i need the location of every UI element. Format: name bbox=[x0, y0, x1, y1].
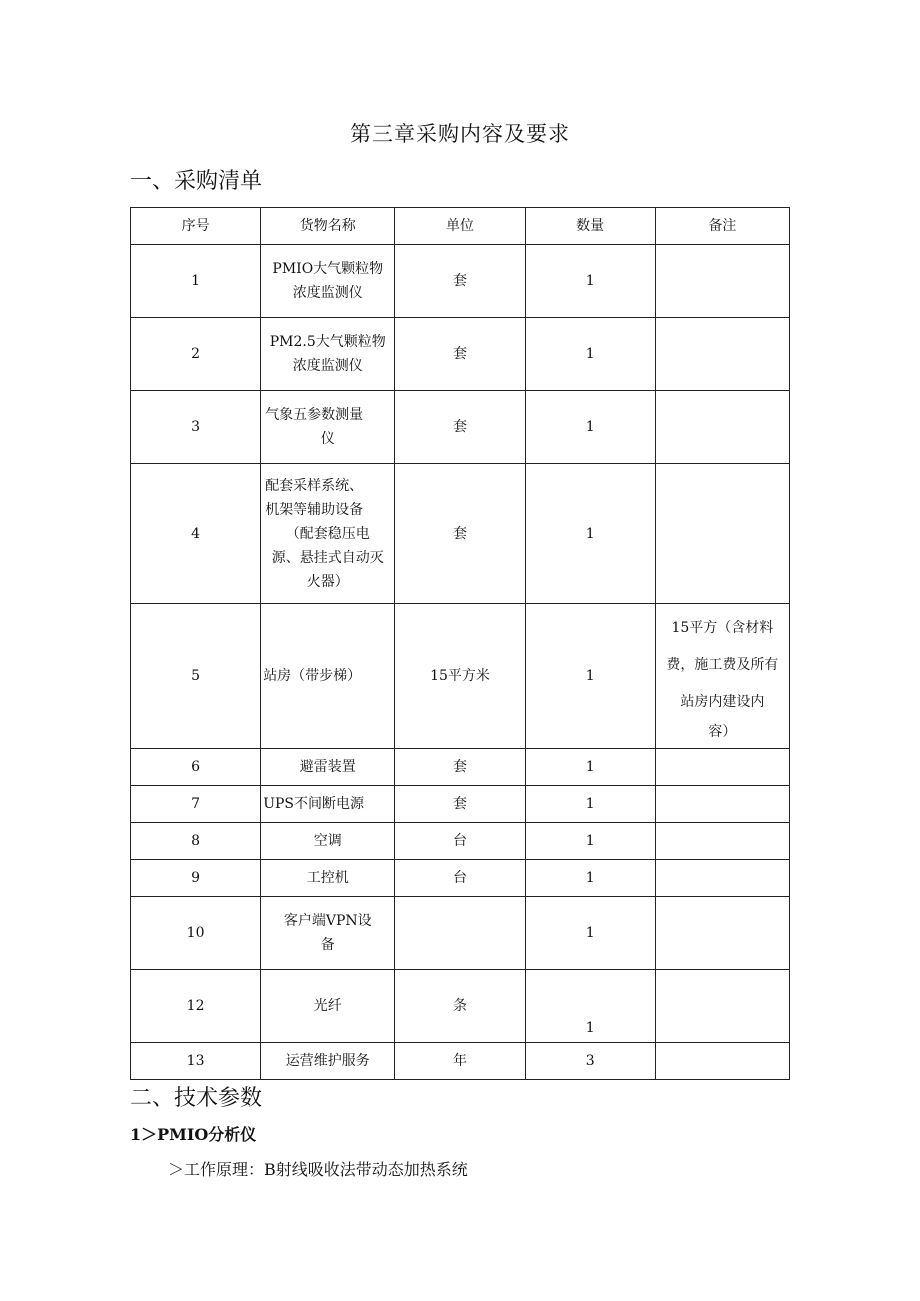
section-heading-technical-params: 二、技术参数 bbox=[130, 1086, 263, 1111]
cell-note bbox=[655, 464, 789, 604]
cell-note-line: 站房内建设内 bbox=[680, 693, 765, 710]
cell-note-line: 容） bbox=[708, 723, 737, 740]
header-cell-no: 序号 bbox=[131, 208, 261, 245]
cell-unit: 套 bbox=[395, 464, 525, 604]
cell-qty: 1 bbox=[525, 786, 655, 823]
cell-note bbox=[655, 1043, 789, 1080]
table-row bbox=[131, 897, 790, 970]
cell-name-line: 浓度监测仪 bbox=[292, 358, 363, 374]
cell-no: 3 bbox=[131, 391, 261, 464]
cell-name bbox=[261, 318, 395, 391]
cell-no: 4 bbox=[131, 464, 261, 604]
cell-no: 10 bbox=[131, 897, 261, 970]
cell-unit: 年 bbox=[395, 1043, 525, 1080]
cell-unit: 套 bbox=[395, 318, 525, 391]
cell-name-line: （配套稳压电 bbox=[285, 525, 370, 542]
cell-unit: 台 bbox=[395, 823, 525, 860]
cell-name-line: PMIO大气颗粒物 bbox=[272, 261, 384, 277]
cell-note bbox=[655, 245, 789, 318]
cell-qty: 1 bbox=[525, 970, 655, 1043]
cell-qty: 1 bbox=[525, 464, 655, 604]
procurement-table bbox=[130, 207, 790, 1080]
cell-unit: 条 bbox=[395, 970, 525, 1043]
table-row bbox=[131, 823, 790, 860]
cell-unit: 套 bbox=[395, 786, 525, 823]
cell-name-line: 火器） bbox=[306, 573, 349, 590]
cell-note bbox=[655, 786, 789, 823]
cell-unit bbox=[395, 897, 525, 970]
cell-name bbox=[261, 604, 395, 749]
table-row bbox=[131, 749, 790, 786]
cell-name: 光纤 bbox=[261, 970, 395, 1043]
cell-note bbox=[655, 860, 789, 897]
cell-note bbox=[655, 318, 789, 391]
cell-unit: 台 bbox=[395, 860, 525, 897]
header-cell-qty: 数量 bbox=[525, 208, 655, 245]
cell-no: 8 bbox=[131, 823, 261, 860]
cell-no: 5 bbox=[131, 604, 261, 749]
cell-no: 9 bbox=[131, 860, 261, 897]
cell-name: 空调 bbox=[261, 823, 395, 860]
cell-name bbox=[261, 245, 395, 318]
cell-note bbox=[655, 970, 789, 1043]
cell-qty: 3 bbox=[525, 1043, 655, 1080]
cell-note bbox=[655, 604, 789, 749]
cell-no: 1 bbox=[131, 245, 261, 318]
cell-name bbox=[261, 897, 395, 970]
cell-qty: 1 bbox=[525, 604, 655, 749]
cell-name-line: 机架等辅助设备 bbox=[265, 501, 364, 518]
table-row bbox=[131, 464, 790, 604]
cell-name-line: 站房（带步梯） bbox=[263, 668, 362, 684]
table-header-row bbox=[131, 208, 790, 245]
cell-qty: 1 bbox=[525, 318, 655, 391]
cell-note bbox=[655, 897, 789, 970]
header-cell-note: 备注 bbox=[655, 208, 789, 245]
table-row bbox=[131, 318, 790, 391]
working-principle-text: ＞工作原理：B射线吸收法带动态加热系统 bbox=[168, 1160, 468, 1179]
cell-qty: 1 bbox=[525, 749, 655, 786]
cell-note-line: 费，施工费及所有 bbox=[666, 656, 779, 673]
cell-note bbox=[655, 823, 789, 860]
table-row bbox=[131, 245, 790, 318]
sub-heading-analyzer: 1＞PMIO分析仪 bbox=[130, 1125, 257, 1144]
table-row bbox=[131, 1043, 790, 1080]
cell-name-line: 仪 bbox=[320, 431, 335, 447]
cell-name-line: 客户端VPN设 bbox=[283, 913, 372, 929]
table-row bbox=[131, 970, 790, 1043]
cell-unit: 套 bbox=[395, 245, 525, 318]
cell-no: 13 bbox=[131, 1043, 261, 1080]
header-cell-name: 货物名称 bbox=[261, 208, 395, 245]
page-title: 第三章采购内容及要求 bbox=[350, 122, 570, 146]
cell-name-line: 备 bbox=[320, 937, 335, 953]
cell-name bbox=[261, 391, 395, 464]
cell-unit: 15平方米 bbox=[395, 604, 525, 749]
cell-qty: 1 bbox=[525, 823, 655, 860]
table-row bbox=[131, 391, 790, 464]
table-row bbox=[131, 604, 790, 749]
cell-name: 运营维护服务 bbox=[261, 1043, 395, 1080]
cell-note bbox=[655, 749, 789, 786]
table-row bbox=[131, 786, 790, 823]
cell-name-line: 源、悬挂式自动灭 bbox=[271, 549, 384, 566]
cell-no: 12 bbox=[131, 970, 261, 1043]
header-cell-unit: 单位 bbox=[395, 208, 525, 245]
cell-name: 避雷装置 bbox=[261, 749, 395, 786]
cell-name bbox=[261, 464, 395, 604]
cell-note bbox=[655, 391, 789, 464]
cell-qty: 1 bbox=[525, 860, 655, 897]
cell-name: UPS不间断电源 bbox=[261, 786, 395, 823]
cell-no: 6 bbox=[131, 749, 261, 786]
cell-qty: 1 bbox=[525, 897, 655, 970]
cell-no: 2 bbox=[131, 318, 261, 391]
table-row bbox=[131, 860, 790, 897]
cell-name-line: PM2.5大气颗粒物 bbox=[269, 334, 386, 350]
cell-name-line: 配套采样系统、 bbox=[265, 477, 364, 494]
cell-qty: 1 bbox=[525, 245, 655, 318]
cell-name-line: 气象五参数测量 bbox=[265, 407, 364, 423]
cell-name-line: 浓度监测仪 bbox=[292, 285, 363, 301]
cell-note-line: 15平方（含材料 bbox=[671, 619, 774, 636]
cell-unit: 套 bbox=[395, 391, 525, 464]
cell-unit: 套 bbox=[395, 749, 525, 786]
section-heading-procurement-list: 一、采购清单 bbox=[130, 169, 263, 194]
cell-qty: 1 bbox=[525, 391, 655, 464]
cell-no: 7 bbox=[131, 786, 261, 823]
cell-name: 工控机 bbox=[261, 860, 395, 897]
